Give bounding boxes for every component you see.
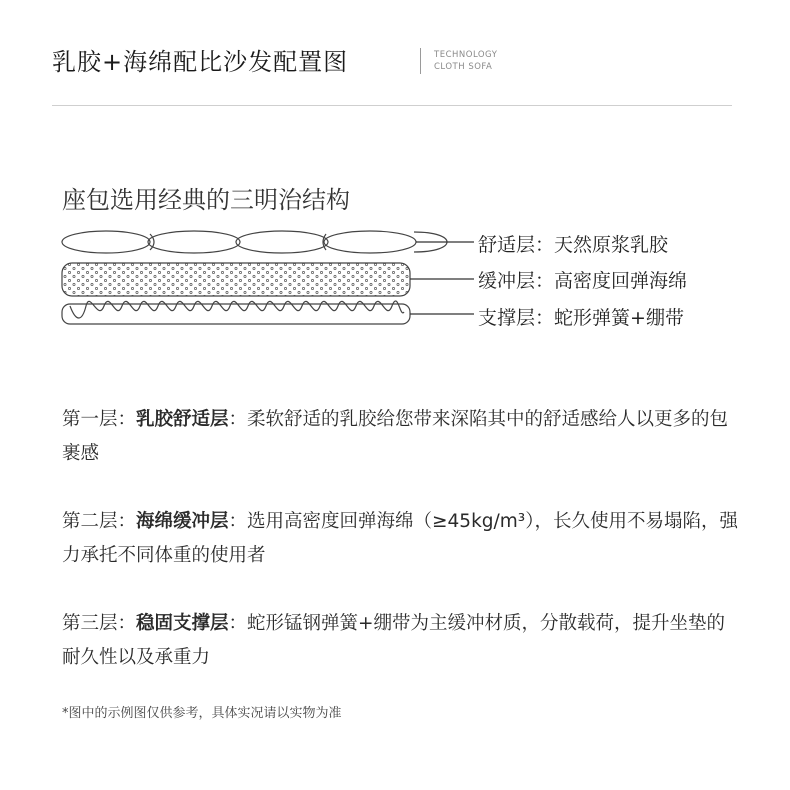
- sandwich-structure-diagram: [58, 222, 478, 330]
- detail-paragraph-layer-3: [62, 607, 742, 675]
- support-layer-separator: ：: [535, 307, 555, 329]
- support-layer-shape: [62, 301, 410, 324]
- structure-heading: 座包选用经典的三明治结构: [62, 186, 350, 214]
- support-layer-name: 支撑层: [478, 307, 536, 329]
- page-title: 乳胶+海绵配比沙发配置图: [52, 48, 349, 76]
- comfort-layer-shape: [62, 228, 447, 253]
- detail-key: 稳固支撑层: [136, 613, 229, 634]
- buffer-layer-desc: 高密度回弹海绵: [554, 270, 688, 292]
- comfort-layer-name: 舒适层: [478, 234, 536, 256]
- buffer-layer-label: [478, 266, 687, 293]
- detail-key: 乳胶舒适层: [136, 409, 229, 430]
- detail-paragraph-layer-1: [62, 403, 742, 471]
- support-layer-label: [478, 303, 684, 330]
- title-divider: [420, 48, 421, 74]
- buffer-layer-name: 缓冲层: [478, 270, 536, 292]
- comfort-layer-separator: ：: [535, 234, 555, 256]
- detail-prefix: 第一层：: [62, 409, 137, 430]
- detail-text: ：蛇形锰钢弹簧+绷带为主缓冲材质，分散载荷，提升坐垫的耐久性以及承重力: [62, 613, 726, 668]
- detail-paragraph-layer-2: [62, 505, 742, 573]
- detail-text: ：选用高密度回弹海绵（≥45kg/m³），长久使用不易塌陷，强力承托不同体重的使用者: [62, 511, 738, 566]
- comfort-layer-label: [478, 230, 668, 257]
- buffer-layer-separator: ：: [535, 270, 555, 292]
- footnote: *图中的示例图仅供参考，具体实况请以实物为准: [62, 706, 342, 721]
- subtitle-line-2: CLOTH SOFA: [434, 62, 493, 72]
- detail-prefix: 第三层：: [62, 613, 137, 634]
- detail-text: ：柔软舒适的乳胶给您带来深陷其中的舒适感给人以更多的包裹感: [62, 409, 729, 464]
- comfort-layer-desc: 天然原浆乳胶: [554, 234, 669, 256]
- support-layer-desc: 蛇形弹簧+绷带: [554, 307, 684, 329]
- buffer-layer-shape: [62, 263, 410, 296]
- header-divider: [52, 105, 732, 106]
- subtitle-line-1: TECHNOLOGY: [434, 50, 498, 60]
- detail-key: 海绵缓冲层: [136, 511, 229, 532]
- detail-prefix: 第二层：: [62, 511, 137, 532]
